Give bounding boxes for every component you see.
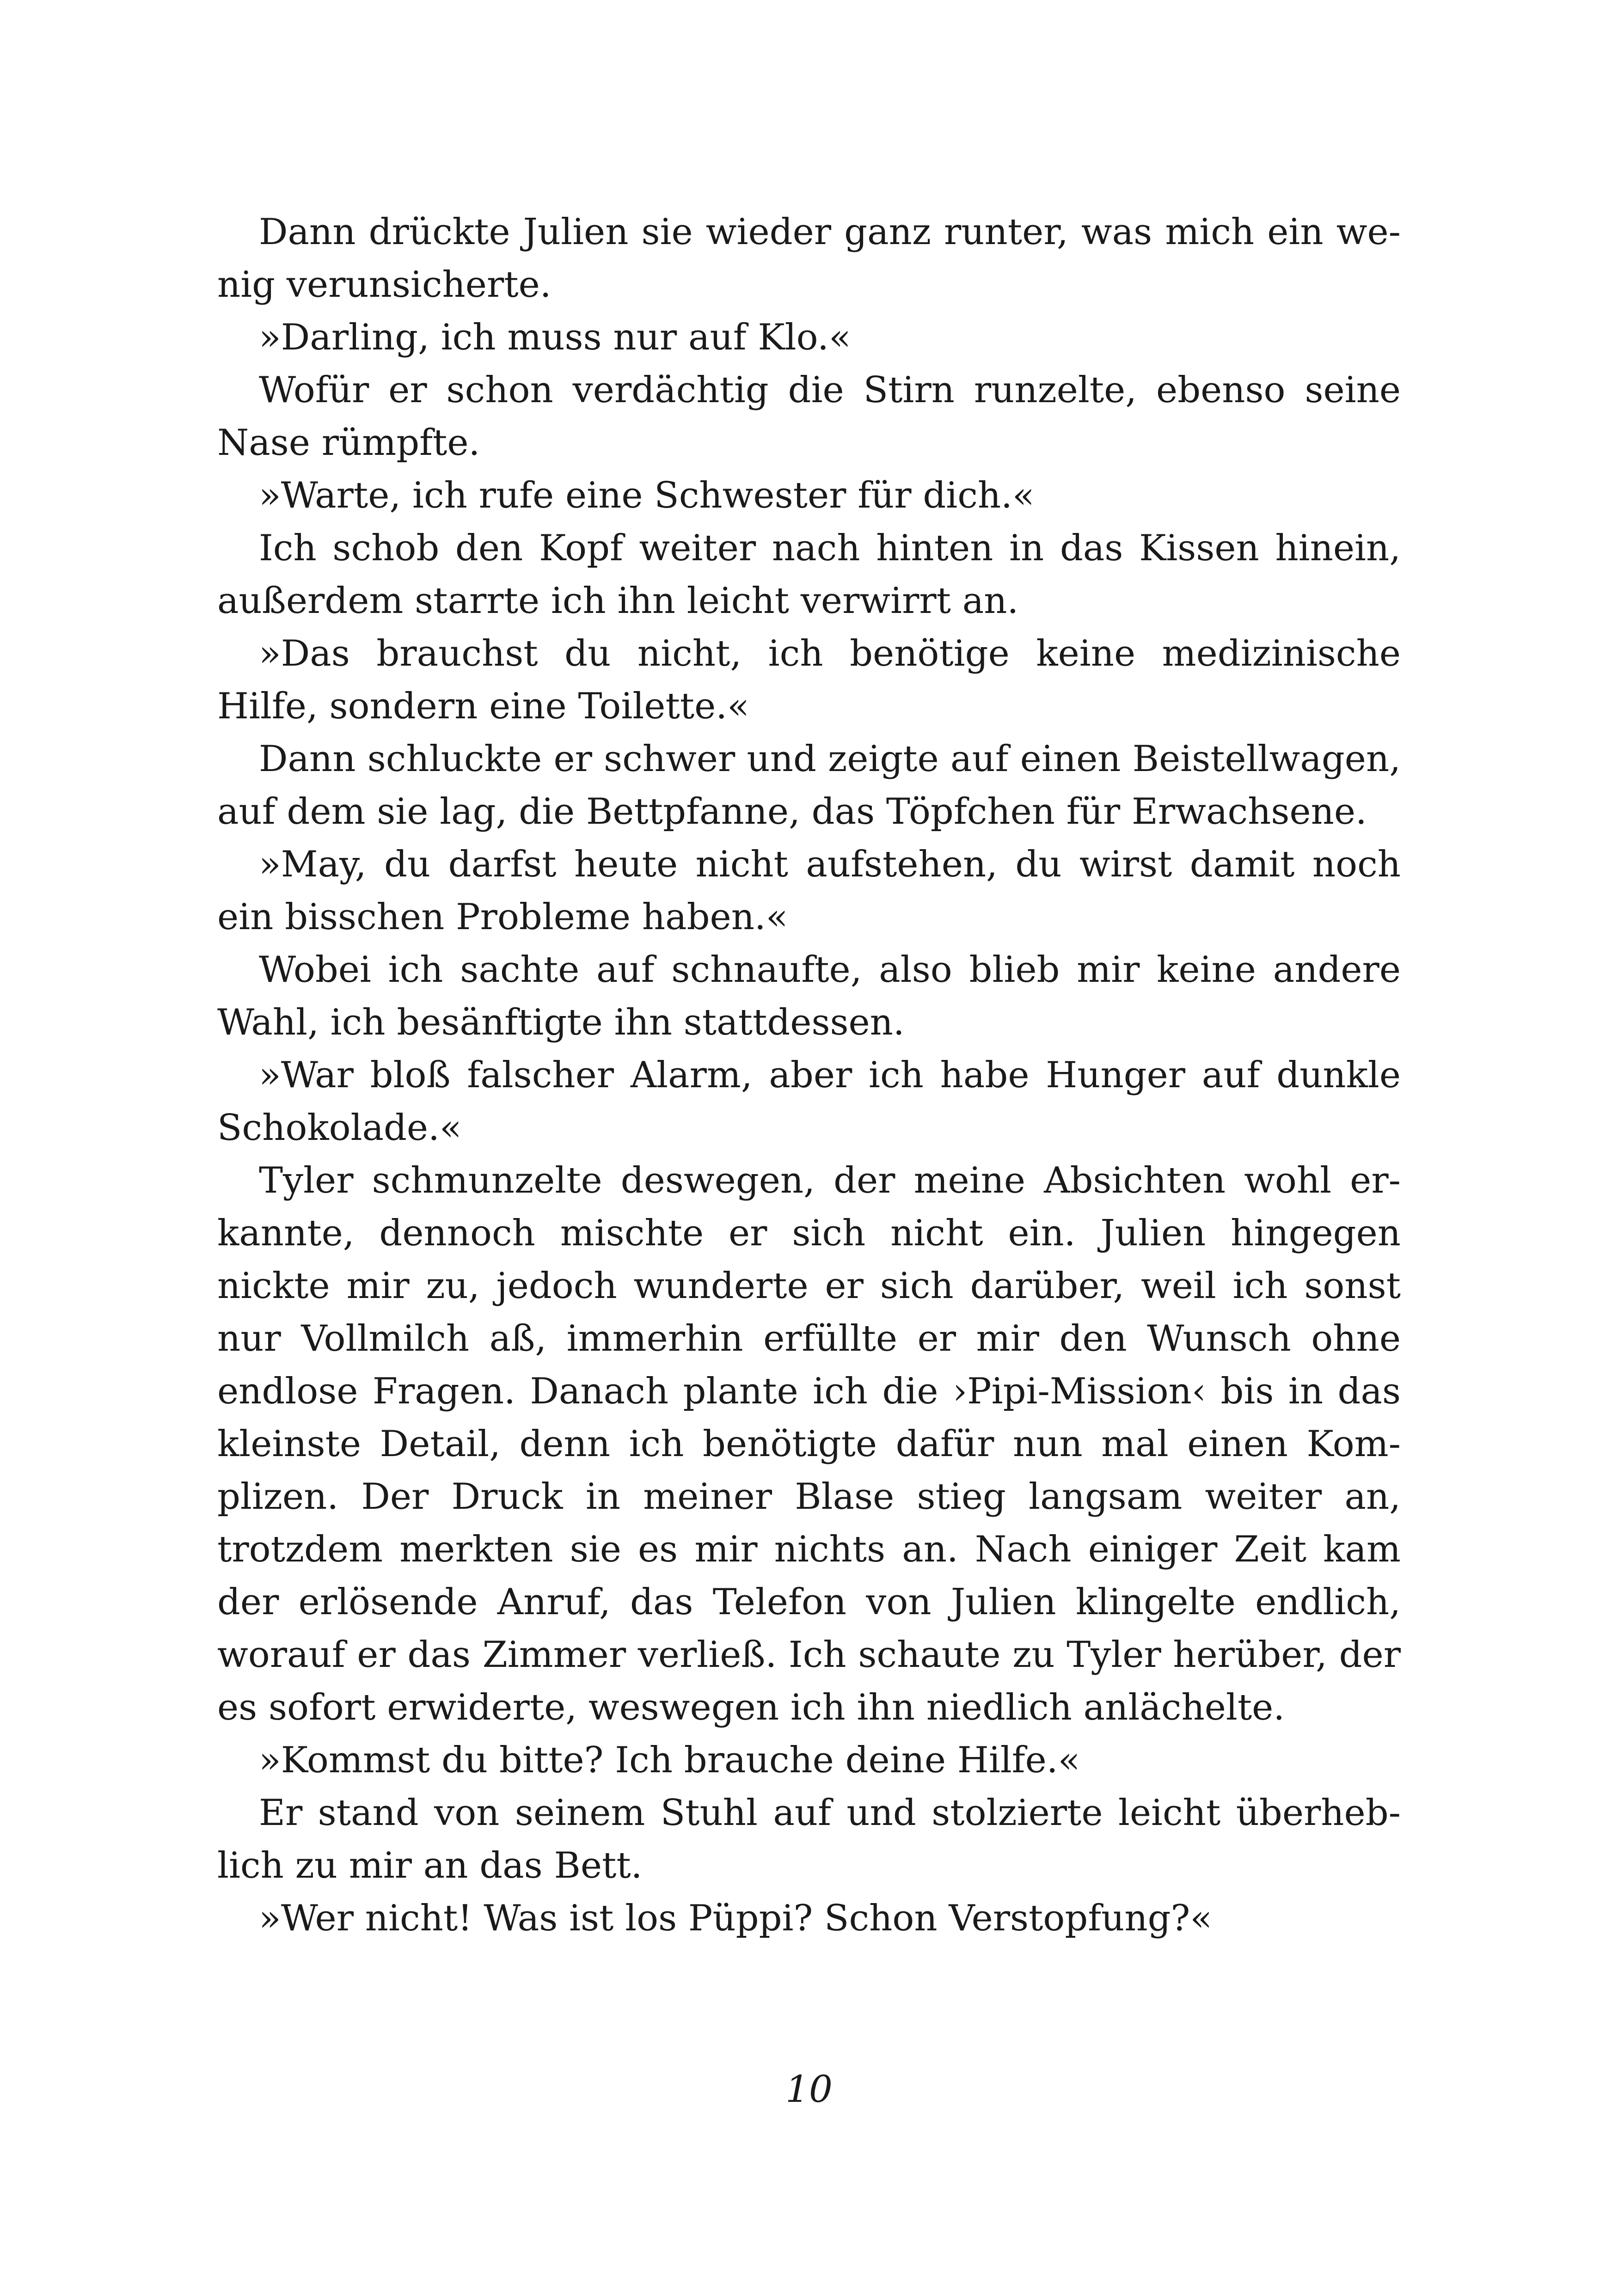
text-line: »May, du darfst heute nicht aufstehen, du wirst damit noch: [259, 844, 1401, 885]
text-line: außerdem starrte ich ihn leicht verwirrt an.: [217, 580, 1019, 622]
text-line: »Warte, ich rufe eine Schwester für dich.«: [259, 475, 1035, 516]
text-line: Tyler schmunzelte deswegen, der meine Absichten wohl er-: [259, 1160, 1401, 1201]
text-line: »Wer nicht! Was ist los Püppi? Schon Verstopfung?«: [259, 1898, 1213, 1939]
text-line: plizen. Der Druck in meiner Blase stieg langsam weiter an,: [217, 1476, 1401, 1518]
text-line: Hilfe, sondern eine Toilette.«: [217, 686, 749, 727]
text-line: »Darling, ich muss nur auf Klo.«: [259, 317, 851, 358]
text-line: der erlösende Anruf, das Telefon von Julien klingelte endlich,: [217, 1581, 1401, 1623]
text-line: endlose Fragen. Danach plante ich die ›Pipi-Mission‹ bis in das: [217, 1371, 1401, 1412]
text-line: worauf er das Zimmer verließ. Ich schaute zu Tyler herüber, der: [217, 1634, 1401, 1676]
text-line: »Kommst du bitte? Ich brauche deine Hilfe.«: [259, 1739, 1080, 1781]
text-line: Dann schluckte er schwer und zeigte auf einen Beistellwagen,: [259, 738, 1401, 780]
text-line: auf dem sie lag, die Bettpfanne, das Töpfchen für Erwachsene.: [217, 791, 1367, 833]
text-line: nur Vollmilch aß, immerhin erfüllte er mir den Wunsch ohne: [217, 1318, 1401, 1359]
text-line: nickte mir zu, jedoch wunderte er sich darüber, weil ich sonst: [217, 1265, 1401, 1307]
text-line: Schokolade.«: [217, 1107, 462, 1149]
text-line: »War bloß falscher Alarm, aber ich habe Hunger auf dunkle: [259, 1054, 1401, 1096]
body-text: [217, 206, 1401, 1945]
text-line: Dann drückte Julien sie wieder ganz runter, was mich ein we-: [259, 211, 1401, 253]
text-line: nig verunsicherte.: [217, 264, 552, 306]
text-line: kannte, dennoch mischte er sich nicht ein. Julien hingegen: [217, 1212, 1401, 1254]
text-line: kleinste Detail, denn ich benötigte dafür nun mal einen Kom-: [217, 1423, 1401, 1465]
text-line: es sofort erwiderte, weswegen ich ihn niedlich anlächelte.: [217, 1687, 1285, 1728]
text-line: Wofür er schon verdächtig die Stirn runzelte, ebenso seine: [259, 369, 1401, 411]
text-line: Er stand von seinem Stuhl auf und stolzierte leicht überheb-: [259, 1792, 1401, 1834]
text-line: Ich schob den Kopf weiter nach hinten in das Kissen hinein,: [259, 527, 1401, 569]
text-line: Wahl, ich besänftigte ihn stattdessen.: [217, 1002, 905, 1043]
page-number: 10: [785, 2068, 833, 2111]
text-line: lich zu mir an das Bett.: [217, 1845, 643, 1886]
text-line: ein bisschen Probleme haben.«: [217, 896, 788, 938]
text-line: »Das brauchst du nicht, ich benötige keine medizinische: [259, 633, 1401, 674]
text-line: Nase rümpfte.: [217, 422, 480, 464]
text-line: Wobei ich sachte auf schnaufte, also blieb mir keine andere: [259, 949, 1401, 991]
text-line: trotzdem merkten sie es mir nichts an. Nach einiger Zeit kam: [217, 1529, 1401, 1570]
